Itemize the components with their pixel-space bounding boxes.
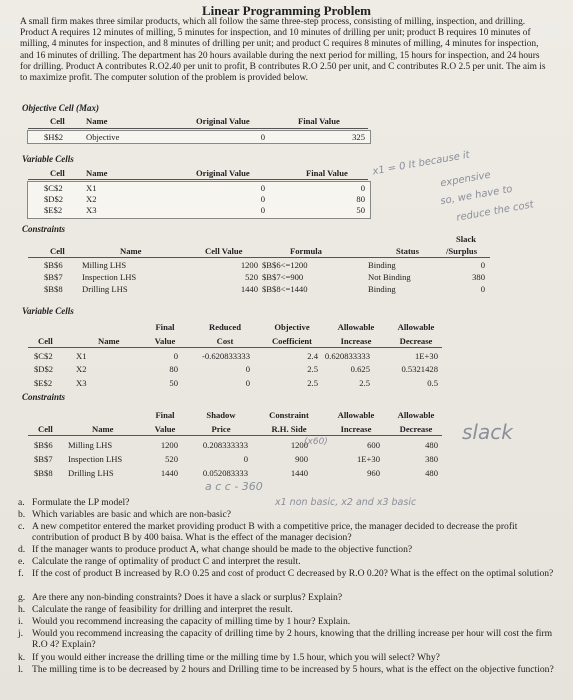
vc2-header: Increase xyxy=(340,336,372,346)
vc2-header: Value xyxy=(154,336,176,346)
question-letter: e. xyxy=(18,556,25,567)
page-title: Linear Programming Problem xyxy=(202,3,371,18)
divider xyxy=(28,128,368,129)
question-letter: i. xyxy=(18,616,24,627)
handwritten-note: slack xyxy=(462,420,513,444)
table-cell: 2.5 xyxy=(307,364,318,374)
question-item xyxy=(18,616,566,627)
table-cell: 0 xyxy=(260,194,265,204)
question-letter: f. xyxy=(18,568,24,579)
question-text: Would you recommend increasing the capacity of milling time by 1 hour? Explain. xyxy=(32,616,351,627)
table-cell: Milling LHS xyxy=(68,440,113,450)
c1-header-name: Name xyxy=(120,246,142,256)
table-cell: 900 xyxy=(295,454,308,464)
question-item xyxy=(18,509,566,520)
table-cell: 1440 xyxy=(290,468,308,478)
question-text: Which variables are basic and which are non-basic? xyxy=(32,509,231,520)
table-cell: 0 xyxy=(245,378,250,388)
table-cell: $D$2 xyxy=(34,364,54,374)
table-cell: 0.620833333 xyxy=(324,351,370,361)
question-letter: h. xyxy=(18,604,26,615)
question-item xyxy=(18,664,566,675)
question-item xyxy=(18,628,566,650)
table-cell: Milling LHS xyxy=(82,260,127,270)
table-cell: 0 xyxy=(260,183,265,193)
problem-statement: A small firm makes three similar products, which all follow the same three-step process, consisting of milling, inspection, and drilling. Product A requires 12 minutes of milling, 5 minutes for inspection, and 10 minutes of drilling per unit; product B requires 10 minutes of milling, 4 minutes for inspection, and 8 minutes of drilling per unit; and product C requires 8 minutes of milling, 4 minutes for inspection, and 16 minutes of drilling. The department has 20 hours available during the next period for milling, 15 hours for inspection, and 24 hours for drilling. Product A contributes R.O2.40 per unit to profit, B contributes R.O 2.50 per unit, and C contributes R.O 2.5 per unit. The aim is to maximize profit. The computer solution of the problem is provided below. xyxy=(20,17,546,84)
question-letter: j. xyxy=(18,628,24,639)
table-cell: 2.5 xyxy=(359,378,370,388)
variable-cells-heading: Variable Cells xyxy=(22,306,74,316)
table-cell: 0.625 xyxy=(350,364,370,374)
vc2-header: Reduced xyxy=(209,322,241,332)
table-cell: $C$2 xyxy=(44,183,63,193)
table-cell: 0 xyxy=(360,183,365,193)
objective-row xyxy=(27,130,371,144)
table-cell: $E$2 xyxy=(34,378,53,388)
table-cell: 0.052083333 xyxy=(202,468,248,478)
vc2-header: Allowable xyxy=(337,322,375,332)
question-text: The milling time is to be decreased by 2 hours and Drilling time to be increased by 5 hours, what is the effect on the objective function? xyxy=(32,664,554,675)
table-cell: 1200 xyxy=(240,260,258,270)
handwritten-note: x1 non basic, x2 and x3 basic xyxy=(275,497,417,508)
c2-header: Cell xyxy=(38,424,53,434)
vc2-header: Name xyxy=(98,336,120,346)
table-cell: 1440 xyxy=(240,284,258,294)
question-text: Would you recommend increasing the capacity of drilling time by 2 hours, knowing that the drilling increase per hour will cost the firm R.O 4? Explain? xyxy=(32,628,553,650)
table-cell: 0.5 xyxy=(427,378,438,388)
question-text: If you would either increase the drilling time or the milling time by 1.5 hour, which you will select? Why? xyxy=(32,652,440,663)
obj-original: 0 xyxy=(260,132,265,142)
table-cell: Binding xyxy=(368,260,396,270)
question-item xyxy=(18,592,566,603)
vc2-header: Coefficient xyxy=(271,336,313,346)
vc1-header-name: Name xyxy=(86,168,108,178)
handwritten-note: a c c - 360 xyxy=(205,480,263,493)
obj-header-original: Original Value xyxy=(196,116,250,126)
table-cell: X3 xyxy=(86,205,97,215)
table-cell: $B$6 xyxy=(44,260,63,270)
table-cell: 380 xyxy=(472,272,485,282)
table-cell: $E$2 xyxy=(44,205,63,215)
constraints-heading: Constraints xyxy=(22,224,66,234)
table-cell: 1200 xyxy=(160,440,178,450)
table-cell: 50 xyxy=(356,205,365,215)
question-text: Are there any non-binding constraints? Does it have a slack or surplus? Explain? xyxy=(32,592,343,603)
question-text: Calculate the range of optimality of product C and interpret the result. xyxy=(32,556,301,567)
table-cell: 960 xyxy=(367,468,380,478)
c1-header-cell: Cell xyxy=(50,246,65,256)
table-cell: Inspection LHS xyxy=(82,272,137,282)
divider xyxy=(28,435,442,436)
table-cell: X2 xyxy=(76,364,87,374)
table-cell: 1E+30 xyxy=(357,454,380,464)
question-letter: l. xyxy=(18,664,24,675)
table-cell: $B$6 xyxy=(34,440,53,450)
table-cell: 80 xyxy=(169,364,178,374)
vc2-header: Cost xyxy=(216,336,234,346)
constraints-heading: Constraints xyxy=(22,392,66,402)
table-cell: $B$7<=900 xyxy=(262,272,304,282)
question-text: If the cost of product B increased by R.O 0.25 and cost of product C decreased by R.O 0.20? What is the effect on the optimal solution? xyxy=(32,568,554,579)
table-cell: $B$8 xyxy=(34,468,53,478)
table-cell: X1 xyxy=(76,351,87,361)
question-item xyxy=(18,556,566,567)
obj-name: Objective xyxy=(86,132,120,142)
table-cell: $B$8 xyxy=(44,284,63,294)
obj-header-cell: Cell xyxy=(50,116,65,126)
table-cell: 0 xyxy=(480,284,485,294)
table-cell: 600 xyxy=(367,440,380,450)
c1-header-formula: Formula xyxy=(290,246,322,256)
c2-header: R.H. Side xyxy=(271,424,307,434)
question-text: Formulate the LP model? xyxy=(32,497,130,508)
table-cell: $D$2 xyxy=(44,194,64,204)
vc2-header: Final xyxy=(155,322,175,332)
table-cell: 0 xyxy=(260,205,265,215)
question-letter: a. xyxy=(18,497,25,508)
variable-cells-heading: Variable Cells xyxy=(22,154,74,164)
handwritten-note: reduce the cost xyxy=(455,199,535,224)
objective-heading: Objective Cell (Max) xyxy=(22,103,99,113)
table-cell: Drilling LHS xyxy=(82,284,128,294)
question-text: A new competitor entered the market providing product B with a competitive price, the manager decided to decrease the profit contribution of product B by 400 baisa. What is the effect of the manager decision? xyxy=(32,521,518,543)
variable-cells-table xyxy=(27,181,371,219)
c2-header: Name xyxy=(92,424,114,434)
table-cell: 1E+30 xyxy=(415,351,438,361)
c1-header-surplus: /Surplus xyxy=(446,246,478,256)
table-cell: 2.4 xyxy=(307,351,318,361)
table-cell: $B$7 xyxy=(34,454,53,464)
table-cell: Drilling LHS xyxy=(68,468,114,478)
handwritten-note: expensive xyxy=(439,169,492,190)
question-letter: g. xyxy=(18,592,26,603)
question-text: Calculate the range of feasibility for drilling and interpret the result. xyxy=(32,604,293,615)
table-cell: 520 xyxy=(165,454,178,464)
table-cell: Not Binding xyxy=(368,272,411,282)
table-cell: Binding xyxy=(368,284,396,294)
table-cell: 0 xyxy=(173,351,178,361)
table-cell: 0 xyxy=(243,454,248,464)
table-cell: Inspection LHS xyxy=(68,454,123,464)
question-item xyxy=(18,497,566,508)
handwritten-note: so, we have to xyxy=(439,183,514,208)
question-item xyxy=(18,652,566,663)
vc1-header-cell: Cell xyxy=(50,168,65,178)
question-item xyxy=(18,521,566,543)
table-cell: -0.620833333 xyxy=(202,351,250,361)
table-cell: 80 xyxy=(356,194,365,204)
table-cell: 1200 xyxy=(290,440,308,450)
handwritten-note: (x60) xyxy=(304,437,328,447)
table-cell: 1440 xyxy=(160,468,178,478)
table-cell: 50 xyxy=(169,378,178,388)
table-cell: 0 xyxy=(480,260,485,270)
question-text: If the manager wants to produce product A, what change should be made to the objective function? xyxy=(32,544,413,555)
divider xyxy=(28,257,490,258)
vc1-header-original: Original Value xyxy=(196,168,250,178)
obj-header-name: Name xyxy=(86,116,108,126)
question-letter: c. xyxy=(18,521,25,532)
table-cell: X1 xyxy=(86,183,97,193)
question-letter: k. xyxy=(18,652,26,663)
c2-header: Price xyxy=(211,424,231,434)
table-cell: $B$7 xyxy=(44,272,63,282)
vc2-header: Objective xyxy=(274,322,310,332)
table-cell: 0 xyxy=(245,364,250,374)
table-cell: 480 xyxy=(425,468,438,478)
c1-header-value: Cell Value xyxy=(205,246,243,256)
vc1-header-final: Final Value xyxy=(306,168,348,178)
question-letter: d. xyxy=(18,544,26,555)
obj-cell: $H$2 xyxy=(44,132,64,142)
c2-header: Allowable xyxy=(397,410,435,420)
question-item xyxy=(18,544,566,555)
question-item xyxy=(18,568,566,579)
table-cell: 480 xyxy=(425,440,438,450)
c2-header: Increase xyxy=(340,424,372,434)
table-cell: 0.5321428 xyxy=(401,364,438,374)
table-cell: $B$8<=1440 xyxy=(262,284,308,294)
table-cell: 0.208333333 xyxy=(202,440,248,450)
obj-header-final: Final Value xyxy=(298,116,340,126)
table-cell: 2.5 xyxy=(307,378,318,388)
c2-header: Final xyxy=(155,410,175,420)
divider xyxy=(28,179,368,180)
c2-header: Constraint xyxy=(269,410,309,420)
c1-header-status: Status xyxy=(396,246,419,256)
table-cell: $B$6<=1200 xyxy=(262,260,308,270)
table-cell: X2 xyxy=(86,194,97,204)
c2-header: Shadow xyxy=(206,410,236,420)
table-cell: X3 xyxy=(76,378,87,388)
question-letter: b. xyxy=(18,509,26,520)
table-cell: $C$2 xyxy=(34,351,53,361)
table-cell: 380 xyxy=(425,454,438,464)
c2-header: Decrease xyxy=(399,424,433,434)
vc2-header: Decrease xyxy=(399,336,433,346)
c2-header: Allowable xyxy=(337,410,375,420)
obj-final: 325 xyxy=(352,132,365,142)
question-item xyxy=(18,604,566,615)
table-cell: 520 xyxy=(245,272,258,282)
divider xyxy=(28,347,442,348)
c1-header-slack: Slack xyxy=(456,234,477,244)
vc2-header: Cell xyxy=(38,336,53,346)
c2-header: Value xyxy=(154,424,176,434)
vc2-header: Allowable xyxy=(397,322,435,332)
handwritten-note: x1 = 0 It because it xyxy=(371,149,471,178)
